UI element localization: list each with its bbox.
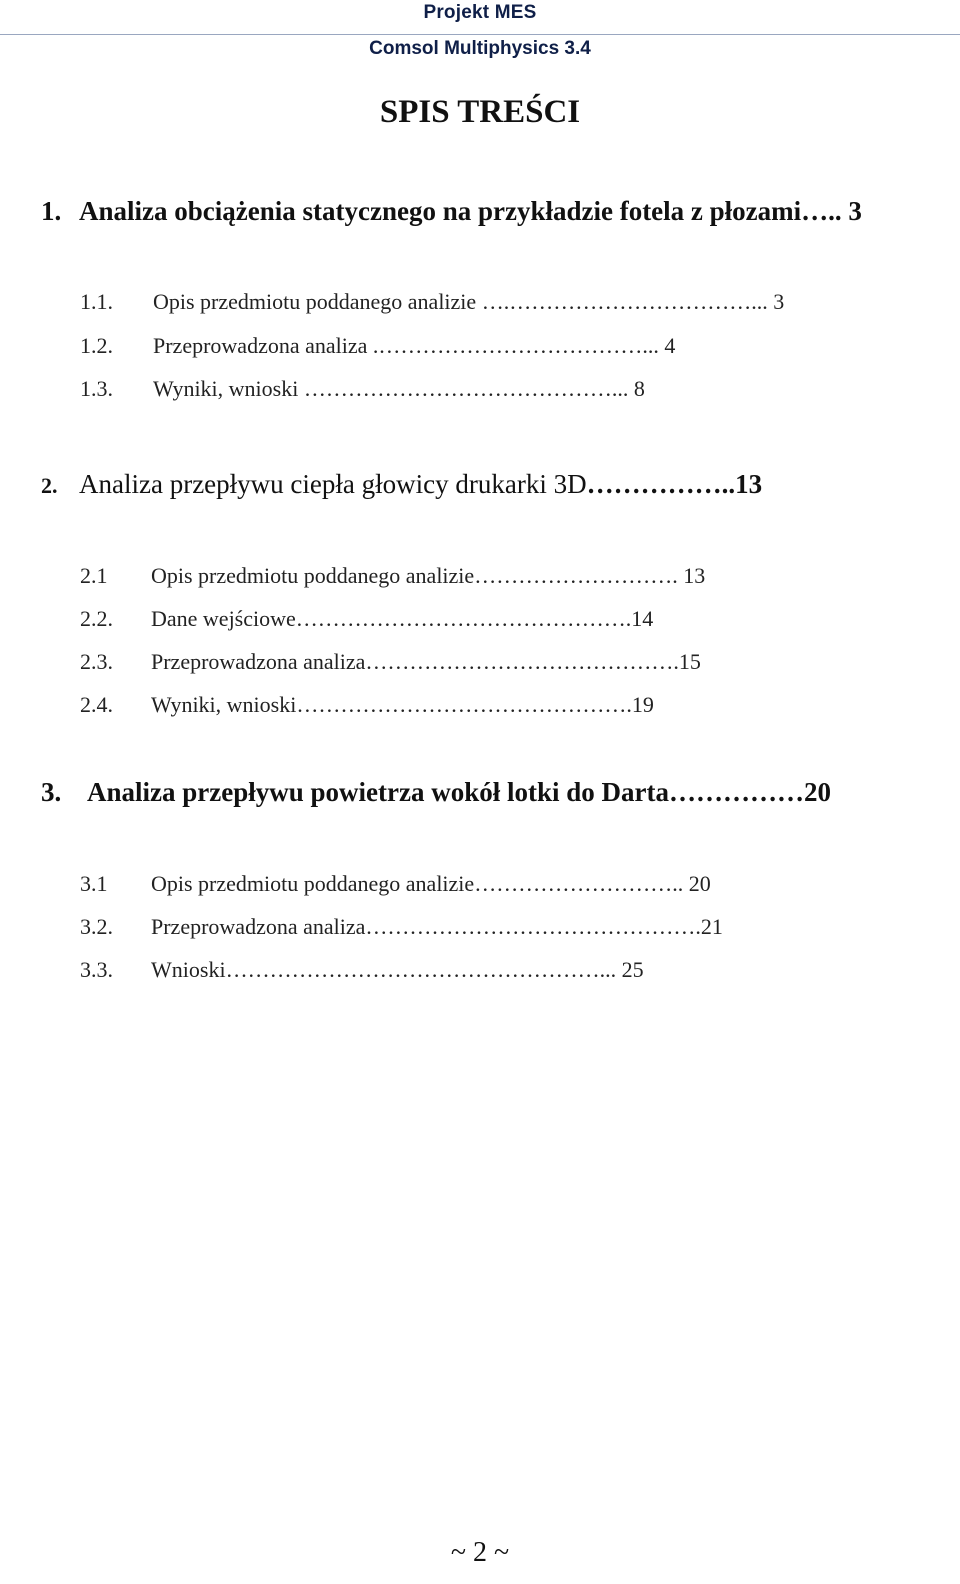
toc-page-number: 20 <box>683 871 711 896</box>
page-title: SPIS TREŚCI <box>379 94 581 130</box>
toc-number: 3.2. <box>80 914 113 939</box>
toc-leader: ……………………………………. <box>365 649 679 674</box>
toc-page-number: 4 <box>658 333 676 358</box>
toc-item-1-2[interactable] <box>80 333 675 359</box>
toc-item-3-3[interactable] <box>80 957 644 983</box>
header-subtitle: Comsol Multiphysics 3.4 <box>369 38 591 59</box>
toc-leader: ……………………………………………... <box>225 957 617 982</box>
toc-page-number: 15 <box>678 649 701 674</box>
toc-item-2-4[interactable] <box>80 692 654 718</box>
toc-title: Opis przedmiotu poddanego analizie <box>151 563 475 588</box>
toc-title: Opis przedmiotu poddanego analizie <box>153 289 477 314</box>
toc-item-2-1[interactable] <box>80 563 705 589</box>
toc-page-number: .21 <box>695 914 723 939</box>
toc-number: 2.2. <box>80 606 113 631</box>
toc-page-number: 13 <box>677 563 706 588</box>
toc-number: 3.1 <box>80 871 108 896</box>
toc-leader: ……………………….. <box>474 871 684 896</box>
toc-number: 2.4. <box>80 692 113 717</box>
toc-leader: ………………………………………. <box>295 606 632 631</box>
toc-leader: ………………………. <box>474 563 678 588</box>
toc-title: Przeprowadzona analiza <box>151 649 366 674</box>
toc-leader: …………….. <box>586 469 736 499</box>
toc-section-2[interactable] <box>41 469 762 500</box>
page-header <box>0 0 960 35</box>
toc-page-number: 3 <box>841 196 862 226</box>
toc-title: Wnioski <box>151 957 226 982</box>
toc-title: Analiza przepływu ciepła głowicy drukarki 3D <box>79 469 587 499</box>
toc-title: Przeprowadzona analiza <box>153 333 368 358</box>
toc-page-number: 14 <box>631 606 654 631</box>
toc-leader: ……………………………………... <box>298 376 629 401</box>
toc-title: Wyniki, wnioski <box>151 692 297 717</box>
toc-leader: ….……………………………... <box>476 289 768 314</box>
toc-item-3-1[interactable] <box>80 871 711 897</box>
toc-leader: …………… <box>668 777 804 807</box>
toc-page-number: 13 <box>735 469 763 499</box>
toc-item-1-1[interactable] <box>80 289 784 315</box>
toc-item-2-3[interactable] <box>80 649 701 675</box>
toc-page-number: 25 <box>616 957 644 982</box>
toc-page-number: 20 <box>803 777 831 807</box>
toc-item-3-2[interactable] <box>80 914 723 940</box>
header-title: Projekt MES <box>423 2 537 23</box>
toc-number: 2.3. <box>80 649 113 674</box>
toc-title: Analiza obciążenia statycznego na przykładzie fotela z płozami <box>79 196 802 226</box>
toc-page-number: 3 <box>767 289 785 314</box>
toc-page-number: 19 <box>631 692 654 717</box>
toc-number: 1.1. <box>80 289 113 314</box>
toc-title: Opis przedmiotu poddanego analizie <box>151 871 475 896</box>
toc-item-1-3[interactable] <box>80 376 645 402</box>
toc-title: Przeprowadzona analiza <box>151 914 366 939</box>
toc-number: 3.3. <box>80 957 113 982</box>
toc-number: 1. <box>41 196 62 226</box>
toc-item-2-2[interactable] <box>80 606 653 632</box>
toc-section-1[interactable] <box>41 196 862 227</box>
footer-page-number: ~ 2 ~ <box>450 1537 510 1568</box>
toc-number: 1.3. <box>80 376 113 401</box>
toc-title: Analiza przepływu powietrza wokół lotki do Darta <box>87 777 669 807</box>
toc-number: 2. <box>41 473 58 498</box>
toc-page-number: 8 <box>628 376 645 401</box>
toc-leader: ……………………………………… <box>365 914 696 939</box>
toc-number: 2.1 <box>80 563 108 588</box>
toc-title: Wyniki, wnioski <box>153 376 299 401</box>
toc-leader: ….. <box>801 196 842 226</box>
toc-leader: ………………………………………. <box>296 692 632 717</box>
toc-number: 3. <box>41 777 62 807</box>
toc-leader: .………………………………... <box>367 333 659 358</box>
toc-number: 1.2. <box>80 333 113 358</box>
toc-section-3[interactable] <box>41 777 831 808</box>
toc-title: Dane wejściowe <box>151 606 296 631</box>
